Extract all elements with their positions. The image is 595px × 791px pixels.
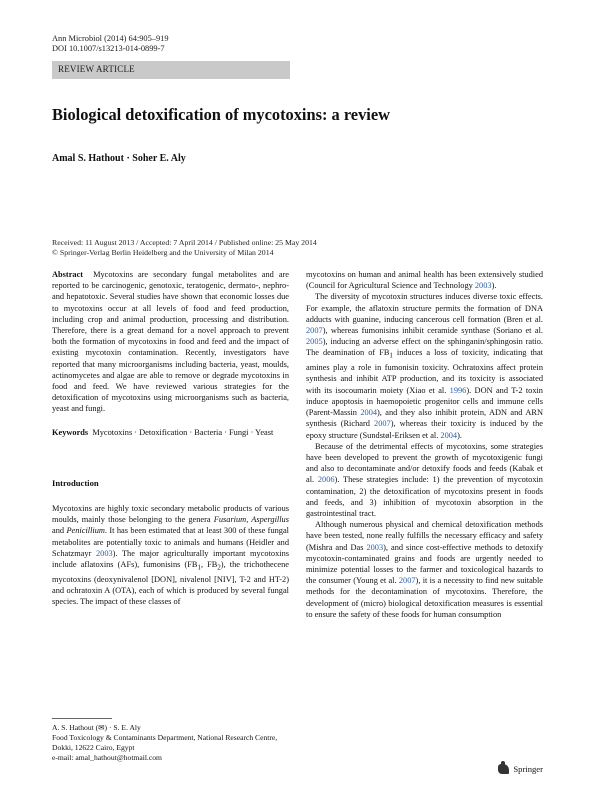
footnote: [52, 723, 289, 763]
citation-link[interactable]: 2007: [398, 576, 416, 586]
article-type-banner: [52, 61, 290, 79]
received-accepted-published: Received: 11 August 2013 / Accepted: 7 April 2014 / Published online: 25 May 2014: [52, 238, 317, 247]
citation-link[interactable]: 2004: [360, 408, 378, 418]
text: ), inducing an adverse effect on the sphinganin/sphingosin ratio. The deamination of FB: [306, 337, 543, 358]
journal-citation: Ann Microbiol (2014) 64:905–919: [52, 34, 169, 43]
abstract: [52, 269, 289, 415]
introduction-heading: Introduction: [52, 477, 99, 488]
citation-link[interactable]: 2003: [474, 281, 492, 291]
publisher-name: Springer: [513, 764, 543, 774]
text: ), it is a necessity to find new suitable methods for the decontamination of mycotoxins. Therefore, the development of (micro) biological detoxification measures is essential to ensure the safety of these foods for human consumption: [306, 576, 543, 619]
subscript: 1: [197, 563, 201, 572]
text: ). These strategies include: 1) the prevention of mycotoxin contamination, 2) the detoxification of mycotoxins present in foods and feeds, and 3) inhibition of mycotoxin absorption in the gastrointestinal tract.: [306, 475, 543, 518]
introduction-paragraph: [52, 503, 289, 607]
footnote-affiliation: Food Toxicology & Contaminants Department, National Research Centre, Dokki, 12622 Cairo, Egypt: [52, 733, 278, 752]
subscript: 2: [217, 563, 221, 572]
intro-text-1: Mycotoxins are highly toxic secondary metabolic products of various moulds, mainly those belonging to the genera: [52, 504, 289, 525]
keywords-label: Keywords: [52, 427, 89, 437]
paragraph: [306, 441, 543, 519]
footnote-rule: [52, 718, 112, 719]
paragraph: [306, 519, 543, 620]
right-column: [306, 269, 543, 620]
text: mycotoxins on human and animal health has been extensively studied (Council for Agricultural Science and Technology: [306, 270, 543, 291]
text: ).: [491, 281, 497, 291]
citation-link[interactable]: 2006: [317, 475, 335, 485]
springer-horse-icon: [498, 764, 509, 774]
genus-penicillium: Penicillium: [66, 526, 105, 536]
paragraph: [306, 291, 543, 440]
citation-link[interactable]: 1996: [449, 385, 467, 395]
citation-link[interactable]: 2003: [95, 548, 113, 558]
article-type-label: REVIEW ARTICLE: [58, 64, 135, 74]
footnote-authors: A. S. Hathout (✉) · S. E. Aly: [52, 723, 141, 732]
intro-text-and: and: [52, 526, 67, 536]
text: ), and they also inhibit protein, ADN and ARN synthesis (Richard: [306, 408, 543, 429]
publication-dates: [52, 238, 317, 259]
doi: DOI 10.1007/s13213-014-0899-7: [52, 44, 165, 53]
left-column: [52, 269, 289, 608]
text: ), whereas fumonisins inhibit ceramide synthase (Soriano et al.: [322, 326, 543, 336]
publisher-logo: [498, 764, 543, 774]
text: ), whereas their toxicity is induced by the epoxy structure (Sundstøl-Eriksen et al.: [306, 419, 543, 440]
subscript: 1: [389, 352, 393, 361]
genus-fusarium-aspergillus: Fusarium, Aspergillus: [213, 515, 289, 525]
intro-text-4: , FB: [200, 560, 218, 570]
intro-text-2: . It has been estimated that at least 300 of these fungal metabolites are potentially toxic to animals and humans (Heidler and Schatzmayr: [52, 526, 289, 558]
text: Because of the detrimental effects of mycotoxins, some strategies have been developed to prevent the growth of mycotoxigenic fungi and also to decontaminate and/or detoxify foods and feeds (Kabak et al.: [306, 441, 543, 485]
text: Although numerous physical and chemical detoxification methods have been tested, none really fulfills the necessary efficacy and safety (Mishra and Das: [306, 520, 543, 552]
intro-text-5: ), the trichothecene mycotoxins (deoxynivalenol [DON], nivalenol [NIV], T-2 and HT-2) and ochratoxin A (OTA), each of which is produced by several fungal species. The impact of these classes of: [52, 560, 289, 607]
text: ), and since cost-effective methods to detoxify mycotoxin-contaminated grains and foods are urgently needed to minimize potential losses to the farmer and toxicological hazards to the consumer (Young et al.: [306, 542, 543, 586]
authors: Amal S. Hathout · Soher E. Aly: [52, 153, 186, 164]
text: ). DON and T-2 toxin induce apoptosis in haemopoietic progenitor cells and immune cells (Parent-Massin: [306, 385, 543, 418]
citation-link[interactable]: 2005: [306, 337, 323, 347]
footnote-email[interactable]: e-mail: amal_hathout@hotmail.com: [52, 753, 162, 762]
intro-text-3: ). The major agriculturally important mycotoxins include aflatoxins (AFs), fumonisins (FB: [52, 548, 289, 570]
text: induces a loss of toxicity, indicating that amines play a role in fumonisin toxicity. Ochratoxins affect protein synthesis and inhibit ATP production, and its toxicity is associated with its isocoumarin moiety (Xiao et al.: [306, 348, 543, 395]
citation-link[interactable]: 2004: [440, 430, 458, 440]
citation-link[interactable]: 2003: [366, 542, 384, 552]
text: ).: [457, 430, 462, 440]
abstract-text: Mycotoxins are secondary fungal metabolites and are reported to be carcinogenic, genotoxic, teratogenic, dermato-, nephro- and hepatotoxic. Several studies have shown that economic losses due to mycotoxins occur at all levels of food and feed production, including crop and animal production, processing and distribution. Therefore, there is a great demand for a novel approach to prevent both the formation of mycotoxins in food and feed and the impact of existing mycotoxin contamination. Recently, investigators have reported that many microorganisms including bacteria, yeast, moulds, actinomycetes and algae are able to remove or degrade mycotoxins in food and feed. We have reviewed various strategies for the detoxification of mycotoxins using microorganisms such as bacteria, yeast and fungi.: [52, 270, 289, 414]
copyright: © Springer-Verlag Berlin Heidelberg and the University of Milan 2014: [52, 248, 274, 258]
article-title: Biological detoxification of mycotoxins: a review: [52, 105, 390, 124]
citation-link[interactable]: 2007: [374, 419, 391, 429]
text: The diversity of mycotoxin structures induces diverse toxic effects. For example, the aflatoxin structure permits the formation of DNA adducts with guanine, inducing cancerous cell formation (Bren et al.: [306, 292, 543, 324]
keywords-text: Mycotoxins · Detoxification · Bacteria · Fungi · Yeast: [92, 427, 274, 437]
keywords: [52, 427, 289, 438]
abstract-label: Abstract: [52, 270, 84, 279]
paragraph: [306, 269, 543, 291]
citation-link[interactable]: 2007: [306, 326, 323, 336]
